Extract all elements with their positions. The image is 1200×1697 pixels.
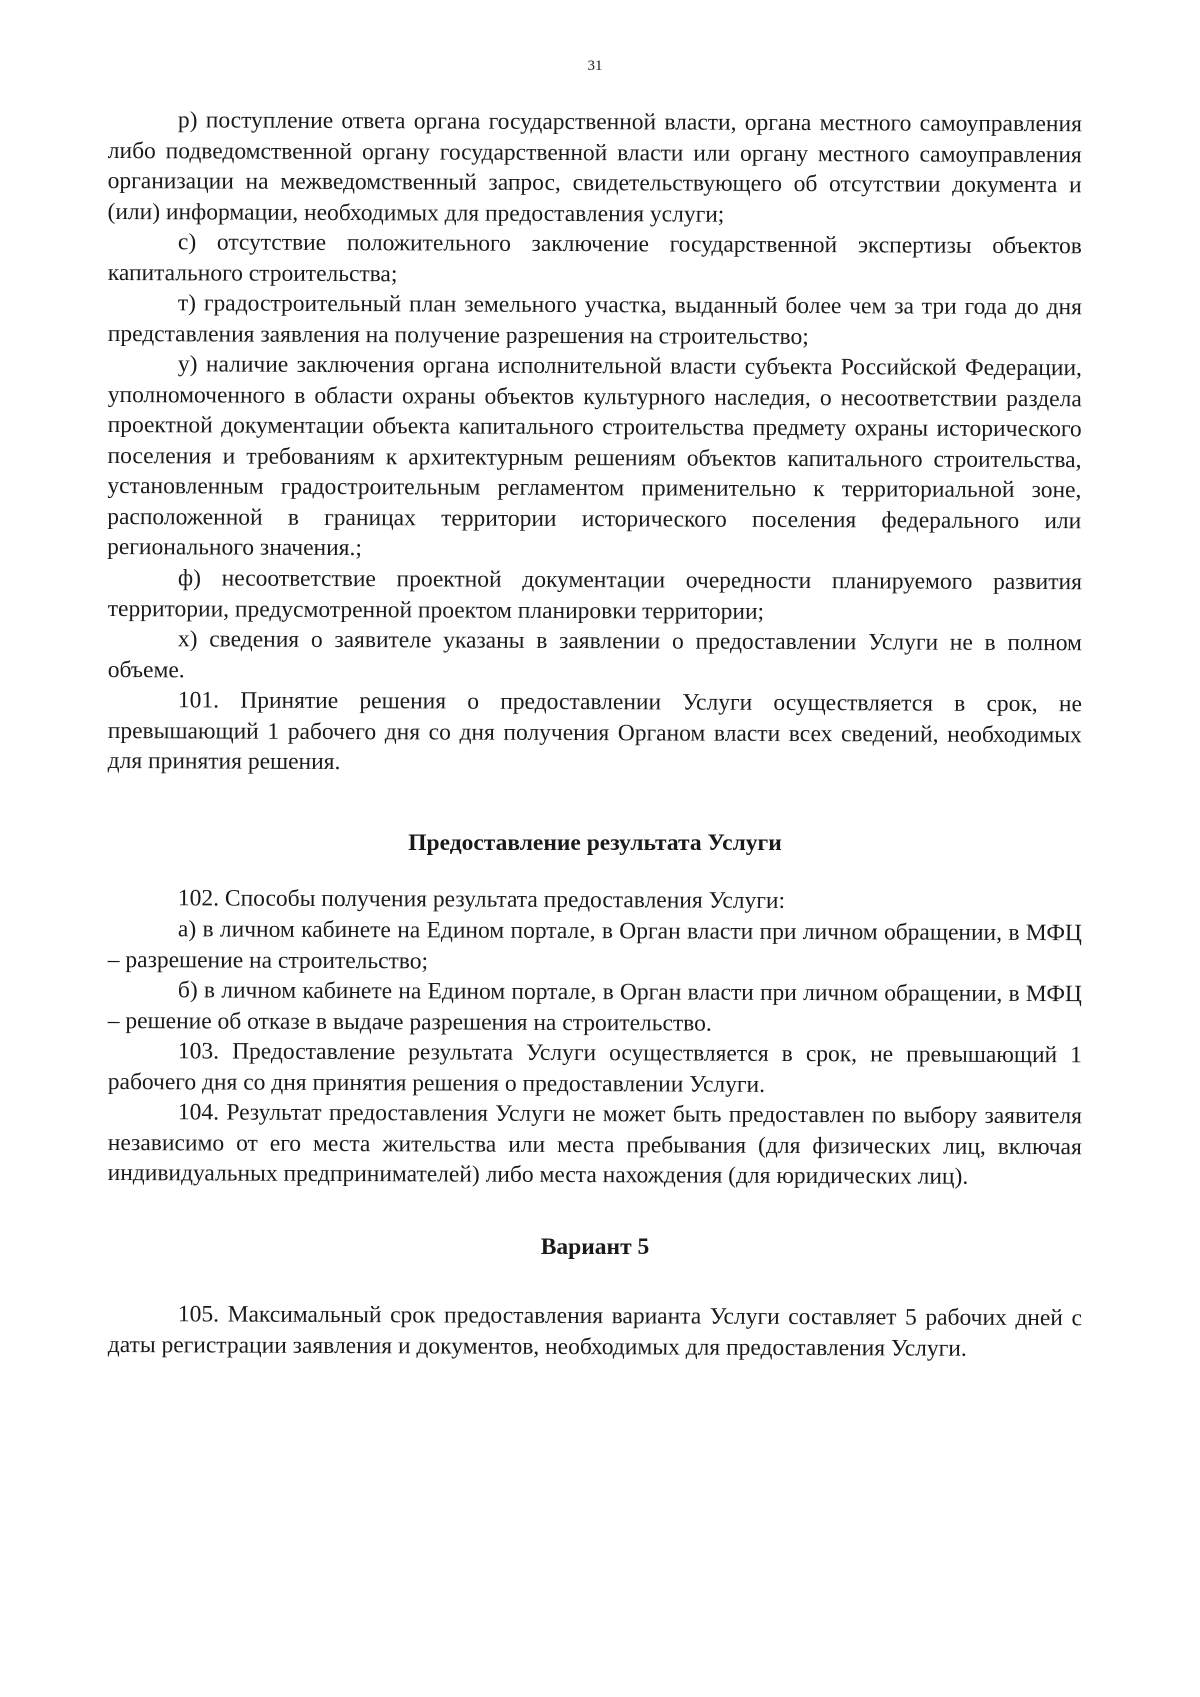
paragraph-f: ф) несоответствие проектной документации очередности планируемого развития территории, предусмотренной проектом планировки территории; bbox=[107, 564, 1082, 624]
section-heading-result: Предоставление результата Услуги bbox=[408, 830, 782, 856]
paragraph-102-a: а) в личном кабинете на Едином портале, в Орган власти при личном обращении, в МФЦ – разрешение на строительство; bbox=[107, 915, 1082, 974]
paragraph-r: р) поступление ответа органа государственной власти, органа местного самоуправления либо подведомственной органу государственной власти или органу местного самоуправления организации на межведомственный запрос, свидетельствующего об отсутствии документа и (или) информации, необходимых для предоставления услуги; bbox=[107, 107, 1082, 228]
paragraph-t: т) градостроительный план земельного участка, выданный более чем за три года до дня представления заявления на получение разрешения на строительство; bbox=[107, 290, 1082, 350]
paragraph-105: 105. Максимальный срок предоставления варианта Услуги составляет 5 рабочих дней с даты регистрации заявления и документов, необходимых для предоставления Услуги. bbox=[107, 1301, 1082, 1362]
paragraph-s: с) отсутствие положительного заключение государственной экспертизы объектов капитального строительства; bbox=[107, 229, 1082, 287]
page-number: 31 bbox=[587, 58, 603, 74]
section-heading-variant: Вариант 5 bbox=[540, 1234, 650, 1260]
paragraph-101: 101. Принятие решения о предоставлении Услуги осуществляется в срок, не превышающий 1 рабочего дня со дня получения Органом власти всех сведений, необходимых для принятия решения. bbox=[107, 686, 1082, 775]
paragraph-104: 104. Результат предоставления Услуги не может быть предоставлен по выбору заявителя независимо от его места жительства или места пребывания (для физических лиц, включая индивидуальных предпринимателей) либо места нахождения (для юридических лиц). bbox=[107, 1098, 1082, 1190]
paragraph-103: 103. Предоставление результата Услуги осуществляется в срок, не превышающий 1 рабочего дня со дня принятия решения о предоставлении Услуги. bbox=[107, 1037, 1082, 1097]
paragraph-102-b: б) в личном кабинете на Едином портале, в Орган власти при личном обращении, в МФЦ – решение об отказе в выдаче разрешения на строительство. bbox=[107, 976, 1082, 1036]
paragraph-u: у) наличие заключения органа исполнительной власти субъекта Российской Федерации, уполномоченного в области охраны объектов культурного наследия, о несоответствии раздела проектной документации объекта капитального строительства предмету охраны исторического поселения и требованиям к архитектурным решениям объектов капитального строительства, установленным градостроительным регламентом применительно к территориальной зоне, расположенной в границах территории исторического поселения федерального или регионального значения.; bbox=[107, 351, 1082, 562]
paragraph-102: 102. Способы получения результата предоставления Услуги: bbox=[177, 885, 786, 914]
paragraph-kh: х) сведения о заявителе указаны в заявлении о предоставлении Услуги не в полном объеме. bbox=[107, 625, 1082, 683]
